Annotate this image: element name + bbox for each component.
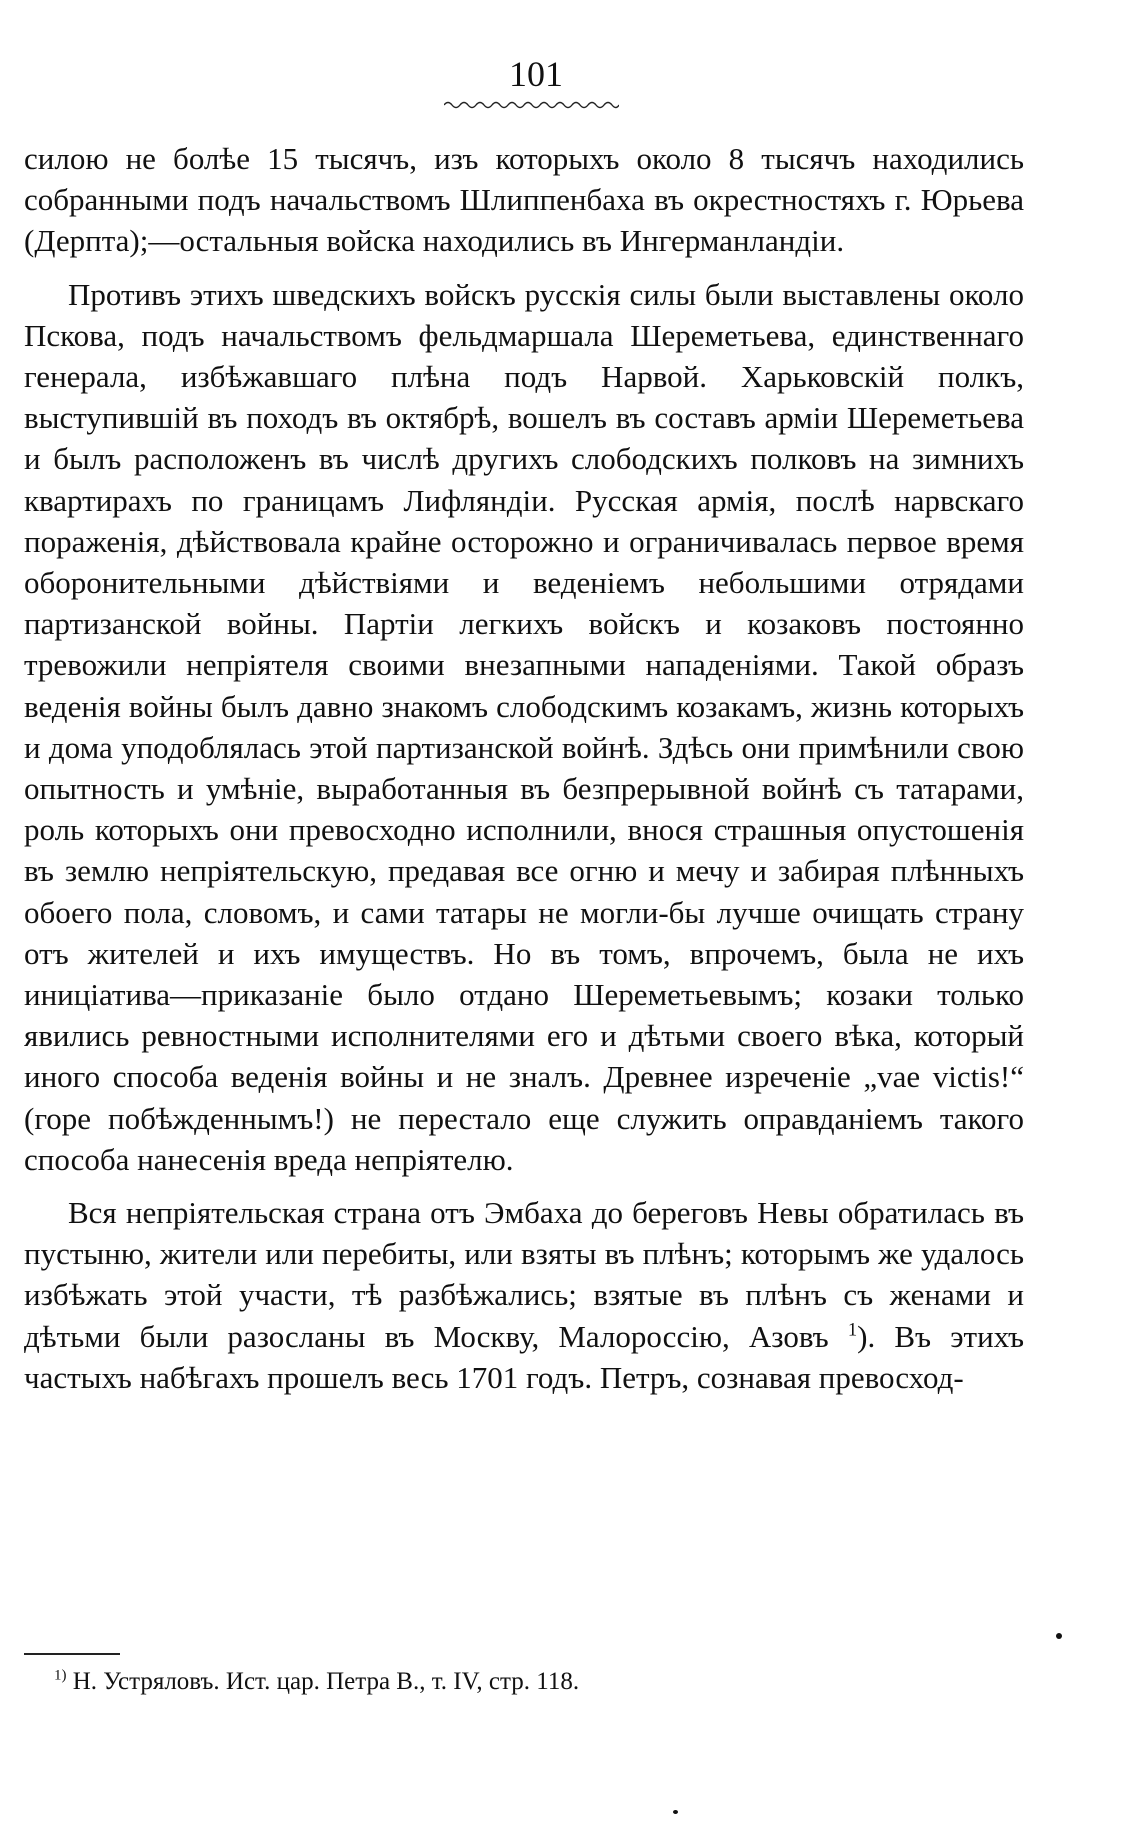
body-text [24, 138, 1024, 1410]
paragraph-1: силою не болѣе 15 тысячъ, изъ которыхъ около 8 тысячъ находились собранными подъ начальствомъ Шлиппенбаха въ окрестностяхъ г. Юрьева (Дерпта);—остальныя войска находились въ Ингерманландіи. [24, 141, 1024, 259]
print-speck-dot [673, 1810, 678, 1814]
paragraph-3-continuation: ). Въ этихъ частыхъ набѣгахъ прошелъ весь 1701 годъ. Петръ, сознавая превосход- [24, 1318, 1025, 1395]
footnote-marker: 1) [54, 1667, 67, 1684]
book-page [24, 0, 1024, 1847]
page-number: 101 [509, 54, 563, 94]
footnote-divider [24, 1653, 120, 1655]
print-speck-dot [1056, 1633, 1062, 1639]
footnote-text: Н. Устряловъ. Ист. цар. Петра В., т. IV, стр. 118. [72, 1668, 580, 1695]
wavy-underline-ornament [444, 100, 619, 110]
paragraph-3 [24, 1192, 1024, 1398]
footnote [54, 1666, 1014, 1698]
paragraph-3-text: Вся непріятельская страна отъ Эмбаха до береговъ Невы обратилась въ пустыню, жители или перебиты, или взяты въ плѣнъ; которымъ же удалось избѣжать этой участи, тѣ разбѣжались; взятые въ плѣнъ съ женами и дѣтьми были разосланы въ Москву, Малороссію, Азовъ [24, 1195, 1024, 1354]
paragraph-2: Противъ этихъ шведскихъ войскъ русскія силы были выставлены около Пскова, подъ начальствомъ фельдмаршала Шереметьева, единственнаго генерала, избѣжавшаго плѣна подъ Нарвой. Харьковскій полкъ, выступившій въ походъ въ октябрѣ, вошелъ въ составъ арміи Шереметьева и былъ расположенъ въ числѣ другихъ слободскихъ полковъ на зимнихъ квартирахъ по границамъ Лифляндіи. Русская армія, послѣ нарвскаго пораженія, дѣйствовала крайне осторожно и ограничивалась первое время оборонительными дѣйствіями и веденіемъ небольшими отрядами партизанской войны. Партіи легкихъ войскъ и козаковъ постоянно тревожили непріятеля своими внезапными нападеніями. Такой образъ веденія войны былъ давно знакомъ слободскимъ козакамъ, жизнь которыхъ и дома уподоблялась этой партизанской войнѣ. Здѣсь они примѣнили свою опытность и умѣніе, выработанныя въ безпрерывной войнѣ съ татарами, роль которыхъ они превосходно исполнили, внося страшныя опустошенія въ землю непріятельскую, предавая все огню и мечу и забирая плѣнныхъ обоего пола, словомъ, и сами татары не могли-бы лучше очищать страну отъ жителей и ихъ имуществъ. Но въ томъ, впрочемъ, была не ихъ иниціатива—приказаніе было отдано Шереметьевымъ; козаки только явились ревностными исполнителями его и дѣтьми своего вѣка, который иного способа веденія войны и не зналъ. Древнее изреченіе „vae victis!“ (горе побѣжденнымъ!) не перестало еще служить оправданіемъ такого способа нанесенія вреда непріятелю. [24, 276, 1024, 1177]
footnote-reference: 1 [847, 1319, 858, 1341]
